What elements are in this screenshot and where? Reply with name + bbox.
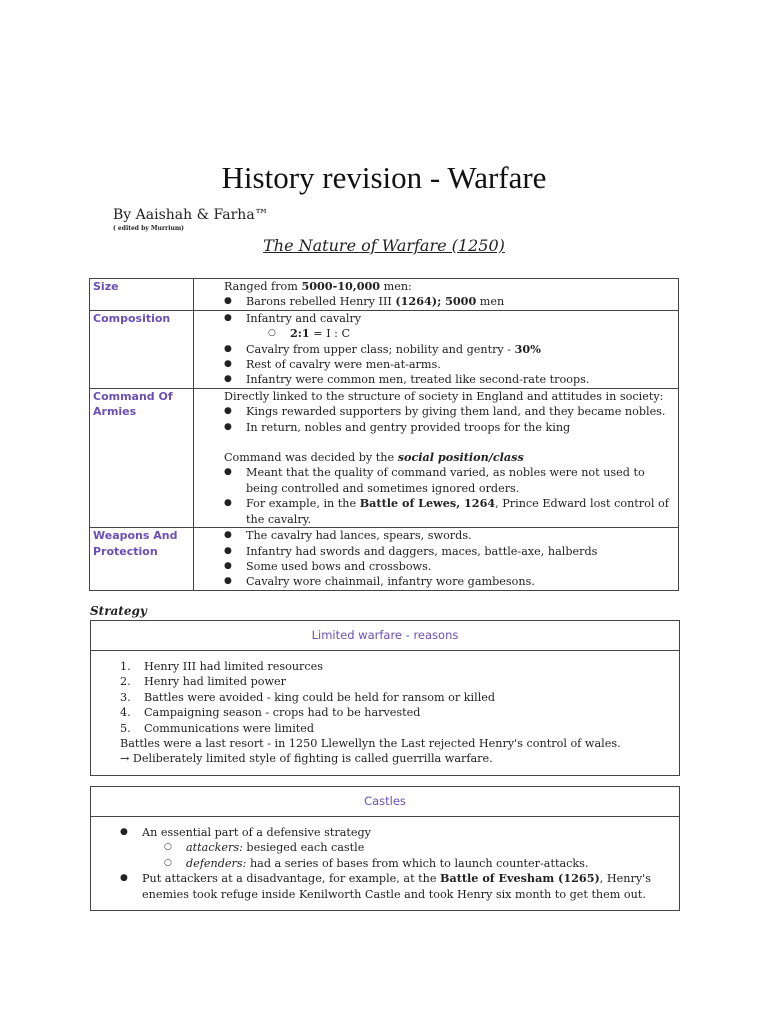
list-item: 4. Campaigning season - crops had to be harvested	[120, 706, 421, 720]
row-content-size	[194, 279, 679, 311]
limited-warfare-note: Battles were a last resort - in 1250 Llewellyn the Last rejected Henry's control of wales.	[120, 737, 621, 751]
list-item: ● Rest of cavalry were men-at-arms.	[224, 357, 674, 372]
list-item: ● Kings rewarded supporters by giving them land, and they became nobles.	[224, 404, 674, 419]
list-item: ● Infantry were common men, treated like second-rate troops.	[224, 372, 674, 387]
list-item: ● Infantry and cavalry	[224, 311, 674, 326]
list-item: ● Some used bows and crossbows.	[224, 559, 674, 574]
list-item: ● Cavalry wore chainmail, infantry wore gambesons.	[224, 574, 674, 589]
list-item: ● Put attackers at a disadvantage, for example, at the Battle of Evesham (1265), Henry's enemies took refuge inside Kenilworth Castle and took Henry six month to get them out.	[120, 871, 671, 902]
list-item: ● For example, in the Battle of Lewes, 1264, Prince Edward lost control of the cavalry.	[224, 496, 674, 527]
list-item: ● Cavalry from upper class; nobility and gentry - 30%	[224, 342, 674, 357]
size-line: Ranged from 5000-10,000 men:	[224, 279, 412, 293]
table-row-size	[90, 279, 679, 311]
list-item: ● Meant that the quality of command varied, as nobles were not used to being controlled and sometimes ignored orders.	[224, 465, 674, 496]
editor-note: ( edited by Murrium)	[113, 225, 185, 232]
strategy-label: Strategy	[90, 604, 147, 618]
castles-box	[90, 786, 680, 911]
limited-warfare-header: Limited warfare - reasons	[91, 621, 679, 651]
row-content-command	[194, 388, 679, 527]
list-item: ● Infantry had swords and daggers, maces, battle-axe, halberds	[224, 544, 674, 559]
row-content-composition	[194, 310, 679, 388]
page-title: History revision - Warfare	[221, 160, 547, 195]
row-label-composition: Composition	[90, 310, 194, 388]
table-row-command	[90, 388, 679, 527]
limited-warfare-box	[90, 620, 680, 776]
list-item: ● The cavalry had lances, spears, swords.	[224, 528, 674, 543]
list-item: 5. Communications were limited	[120, 721, 315, 735]
command-decided: Command was decided by the social position/class	[224, 450, 524, 465]
limited-warfare-body	[91, 651, 679, 775]
sub-list-item: ○ 2:1 = I : C	[224, 326, 674, 341]
list-item: 3. Battles were avoided - king could be held for ransom or killed	[120, 690, 496, 704]
command-intro: Directly linked to the structure of society in England and attitudes in society:	[224, 389, 664, 403]
sub-list-item: ○ attackers: besieged each castle	[120, 840, 671, 855]
limited-warfare-arrow-note: → Deliberately limited style of fighting is called guerrilla warfare.	[120, 752, 493, 766]
list-item: ● Barons rebelled Henry III (1264); 5000 men	[224, 294, 674, 309]
table-row-composition	[90, 310, 679, 388]
table-row-weapons	[90, 528, 679, 591]
warfare-table	[89, 278, 679, 591]
castles-body	[91, 817, 679, 910]
row-label-size: Size	[90, 279, 194, 311]
list-item: 2. Henry had limited power	[120, 675, 287, 689]
row-label-weapons: Weapons And Protection	[90, 528, 194, 591]
list-item: ● In return, nobles and gentry provided troops for the king	[224, 420, 674, 435]
castles-header: Castles	[91, 787, 679, 817]
section-heading: The Nature of Warfare (1250)	[263, 236, 505, 255]
authors-line: By Aaishah & Farha™	[113, 207, 269, 223]
row-label-command: Command Of Armies	[90, 388, 194, 527]
list-item: 1. Henry III had limited resources	[120, 660, 324, 673]
list-item: ● An essential part of a defensive strategy	[120, 825, 671, 840]
sub-list-item: ○ defenders: had a series of bases from which to launch counter-attacks.	[120, 856, 671, 871]
row-content-weapons	[194, 528, 679, 591]
